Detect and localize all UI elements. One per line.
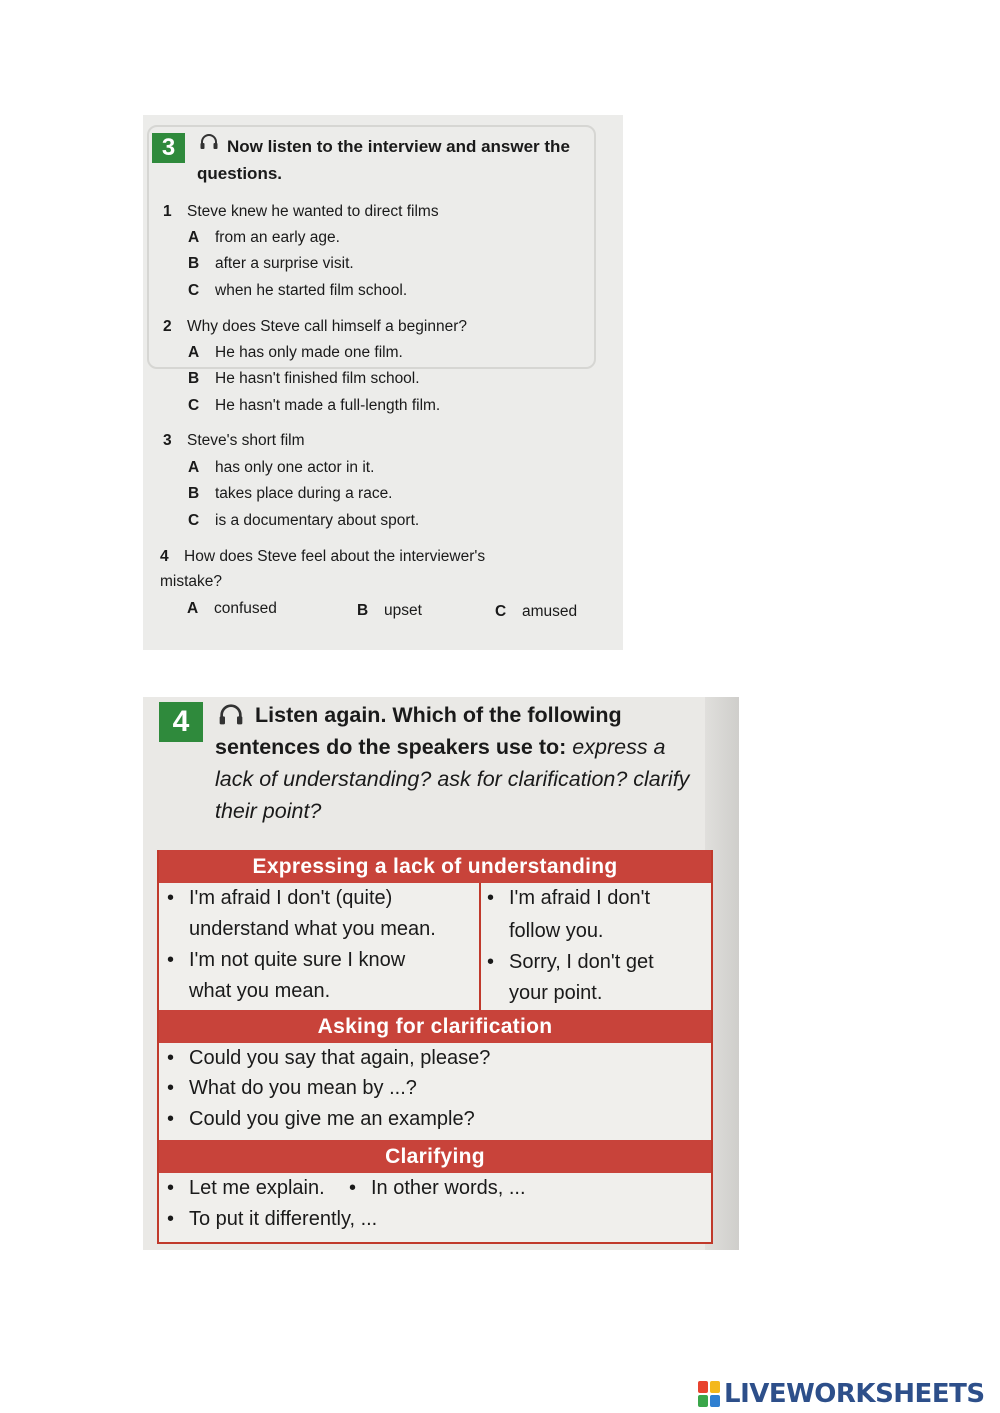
bullet: • xyxy=(167,1047,175,1069)
phrase-text: I'm afraid I don't xyxy=(509,887,651,909)
phrase-item xyxy=(167,883,392,914)
bullet: • xyxy=(167,1108,175,1130)
question-stem: Steve knew he wanted to direct films xyxy=(187,203,439,220)
exercise-3-scan xyxy=(143,115,623,650)
phrase-text-continued: what you mean. xyxy=(189,980,331,1002)
phrase-text: Could you give me an example? xyxy=(189,1108,475,1130)
instructions-bold: Listen again. Which of the following sentences do the speakers use to: xyxy=(215,703,622,759)
option-text: has only one actor in it. xyxy=(215,459,375,476)
option-letter: C xyxy=(495,603,507,620)
phrase-text: Could you say that again, please? xyxy=(189,1047,491,1069)
phrase-box-clarifying xyxy=(157,1140,713,1244)
answer-option xyxy=(187,600,277,618)
phrase-item xyxy=(167,1043,490,1074)
option-text: upset xyxy=(384,602,422,619)
bullet: • xyxy=(349,1177,357,1199)
option-text: amused xyxy=(522,603,578,620)
option-text: after a surprise visit. xyxy=(215,255,354,272)
option-text: when he started film school. xyxy=(215,282,408,299)
instructions-italic: express a lack of understanding? ask for clarification? clarify their point? xyxy=(215,735,690,823)
answer-option xyxy=(188,397,440,415)
phrase-text-continued: your point. xyxy=(509,982,603,1004)
bullet: • xyxy=(167,887,175,909)
phrase-item xyxy=(349,1173,526,1204)
logo-mark-icon xyxy=(698,1381,720,1407)
phrase-text: Sorry, I don't get xyxy=(509,951,654,973)
phrase-text: In other words, ... xyxy=(371,1177,526,1199)
question-number: 1 xyxy=(163,203,172,220)
section-heading: Expressing a lack of understanding xyxy=(159,850,711,883)
answer-option xyxy=(188,485,393,503)
option-letter: B xyxy=(188,370,200,387)
exercise-4-instructions xyxy=(215,699,705,827)
question-stem-continued: mistake? xyxy=(160,573,223,590)
phrase-text: Let me explain. xyxy=(189,1177,325,1199)
phrase-item xyxy=(167,1173,325,1204)
phrase-text: To put it differently, ... xyxy=(189,1208,378,1230)
phrase-text: I'm afraid I don't (quite) xyxy=(189,887,393,909)
answer-option xyxy=(357,602,422,620)
exercise-4-scan xyxy=(143,697,739,1250)
phrase-box-clarification xyxy=(157,1010,713,1142)
option-letter: B xyxy=(357,602,369,619)
question-number: 3 xyxy=(163,432,172,449)
option-text: He has only made one film. xyxy=(215,344,403,361)
column-divider xyxy=(479,883,481,1010)
phrase-item xyxy=(487,947,654,978)
phrase-item xyxy=(487,883,650,914)
liveworksheets-logo[interactable] xyxy=(698,1379,985,1409)
option-text: takes place during a race. xyxy=(215,485,393,502)
phrase-item xyxy=(167,1073,417,1104)
bullet: • xyxy=(167,1208,175,1230)
answer-option xyxy=(188,459,374,477)
bullet: • xyxy=(167,949,175,971)
option-text: He hasn't made a full-length film. xyxy=(215,397,441,414)
question-stem: Why does Steve call himself a beginner? xyxy=(187,318,468,335)
question-number: 2 xyxy=(163,318,172,335)
question-stem: Steve's short film xyxy=(187,432,305,449)
exercise-number-badge: 3 xyxy=(152,133,185,163)
answer-option xyxy=(188,255,354,273)
option-letter: A xyxy=(187,600,199,617)
phrase-text-continued: follow you. xyxy=(509,920,604,942)
exercise-number-badge: 4 xyxy=(159,702,203,742)
answer-option xyxy=(188,344,403,362)
option-letter: A xyxy=(188,344,200,361)
phrase-text-continued: understand what you mean. xyxy=(189,918,436,940)
bullet: • xyxy=(167,1177,175,1199)
option-letter: C xyxy=(188,282,200,299)
section-heading: Clarifying xyxy=(159,1140,711,1173)
option-text: from an early age. xyxy=(215,229,340,246)
answer-option xyxy=(188,512,419,530)
brand-name: LIVEWORKSHEETS xyxy=(724,1379,985,1409)
option-letter: C xyxy=(188,397,200,414)
phrase-item xyxy=(167,945,405,976)
phrase-box-understanding xyxy=(157,850,713,1012)
phrase-text: What do you mean by ...? xyxy=(189,1077,417,1099)
question-number: 4 xyxy=(160,548,169,565)
question-stem: How does Steve feel about the interviewer's xyxy=(184,548,486,565)
option-text: is a documentary about sport. xyxy=(215,512,420,529)
answer-option xyxy=(188,282,407,300)
answer-option xyxy=(495,603,577,621)
option-text: He hasn't finished film school. xyxy=(215,370,420,387)
option-letter: A xyxy=(188,229,200,246)
bullet: • xyxy=(487,887,495,909)
option-letter: C xyxy=(188,512,200,529)
exercise-3-instructions: Now listen to the interview and answer the questions. xyxy=(197,137,570,183)
section-heading: Asking for clarification xyxy=(159,1010,711,1043)
phrase-item xyxy=(167,1204,377,1235)
option-letter: B xyxy=(188,255,200,272)
bullet: • xyxy=(487,951,495,973)
bullet: • xyxy=(167,1077,175,1099)
answer-option xyxy=(188,370,420,388)
option-text: confused xyxy=(214,600,277,617)
phrase-item xyxy=(167,1104,475,1135)
answer-option xyxy=(188,229,340,247)
phrase-text: I'm not quite sure I know xyxy=(189,949,406,971)
option-letter: A xyxy=(188,459,200,476)
option-letter: B xyxy=(188,485,200,502)
